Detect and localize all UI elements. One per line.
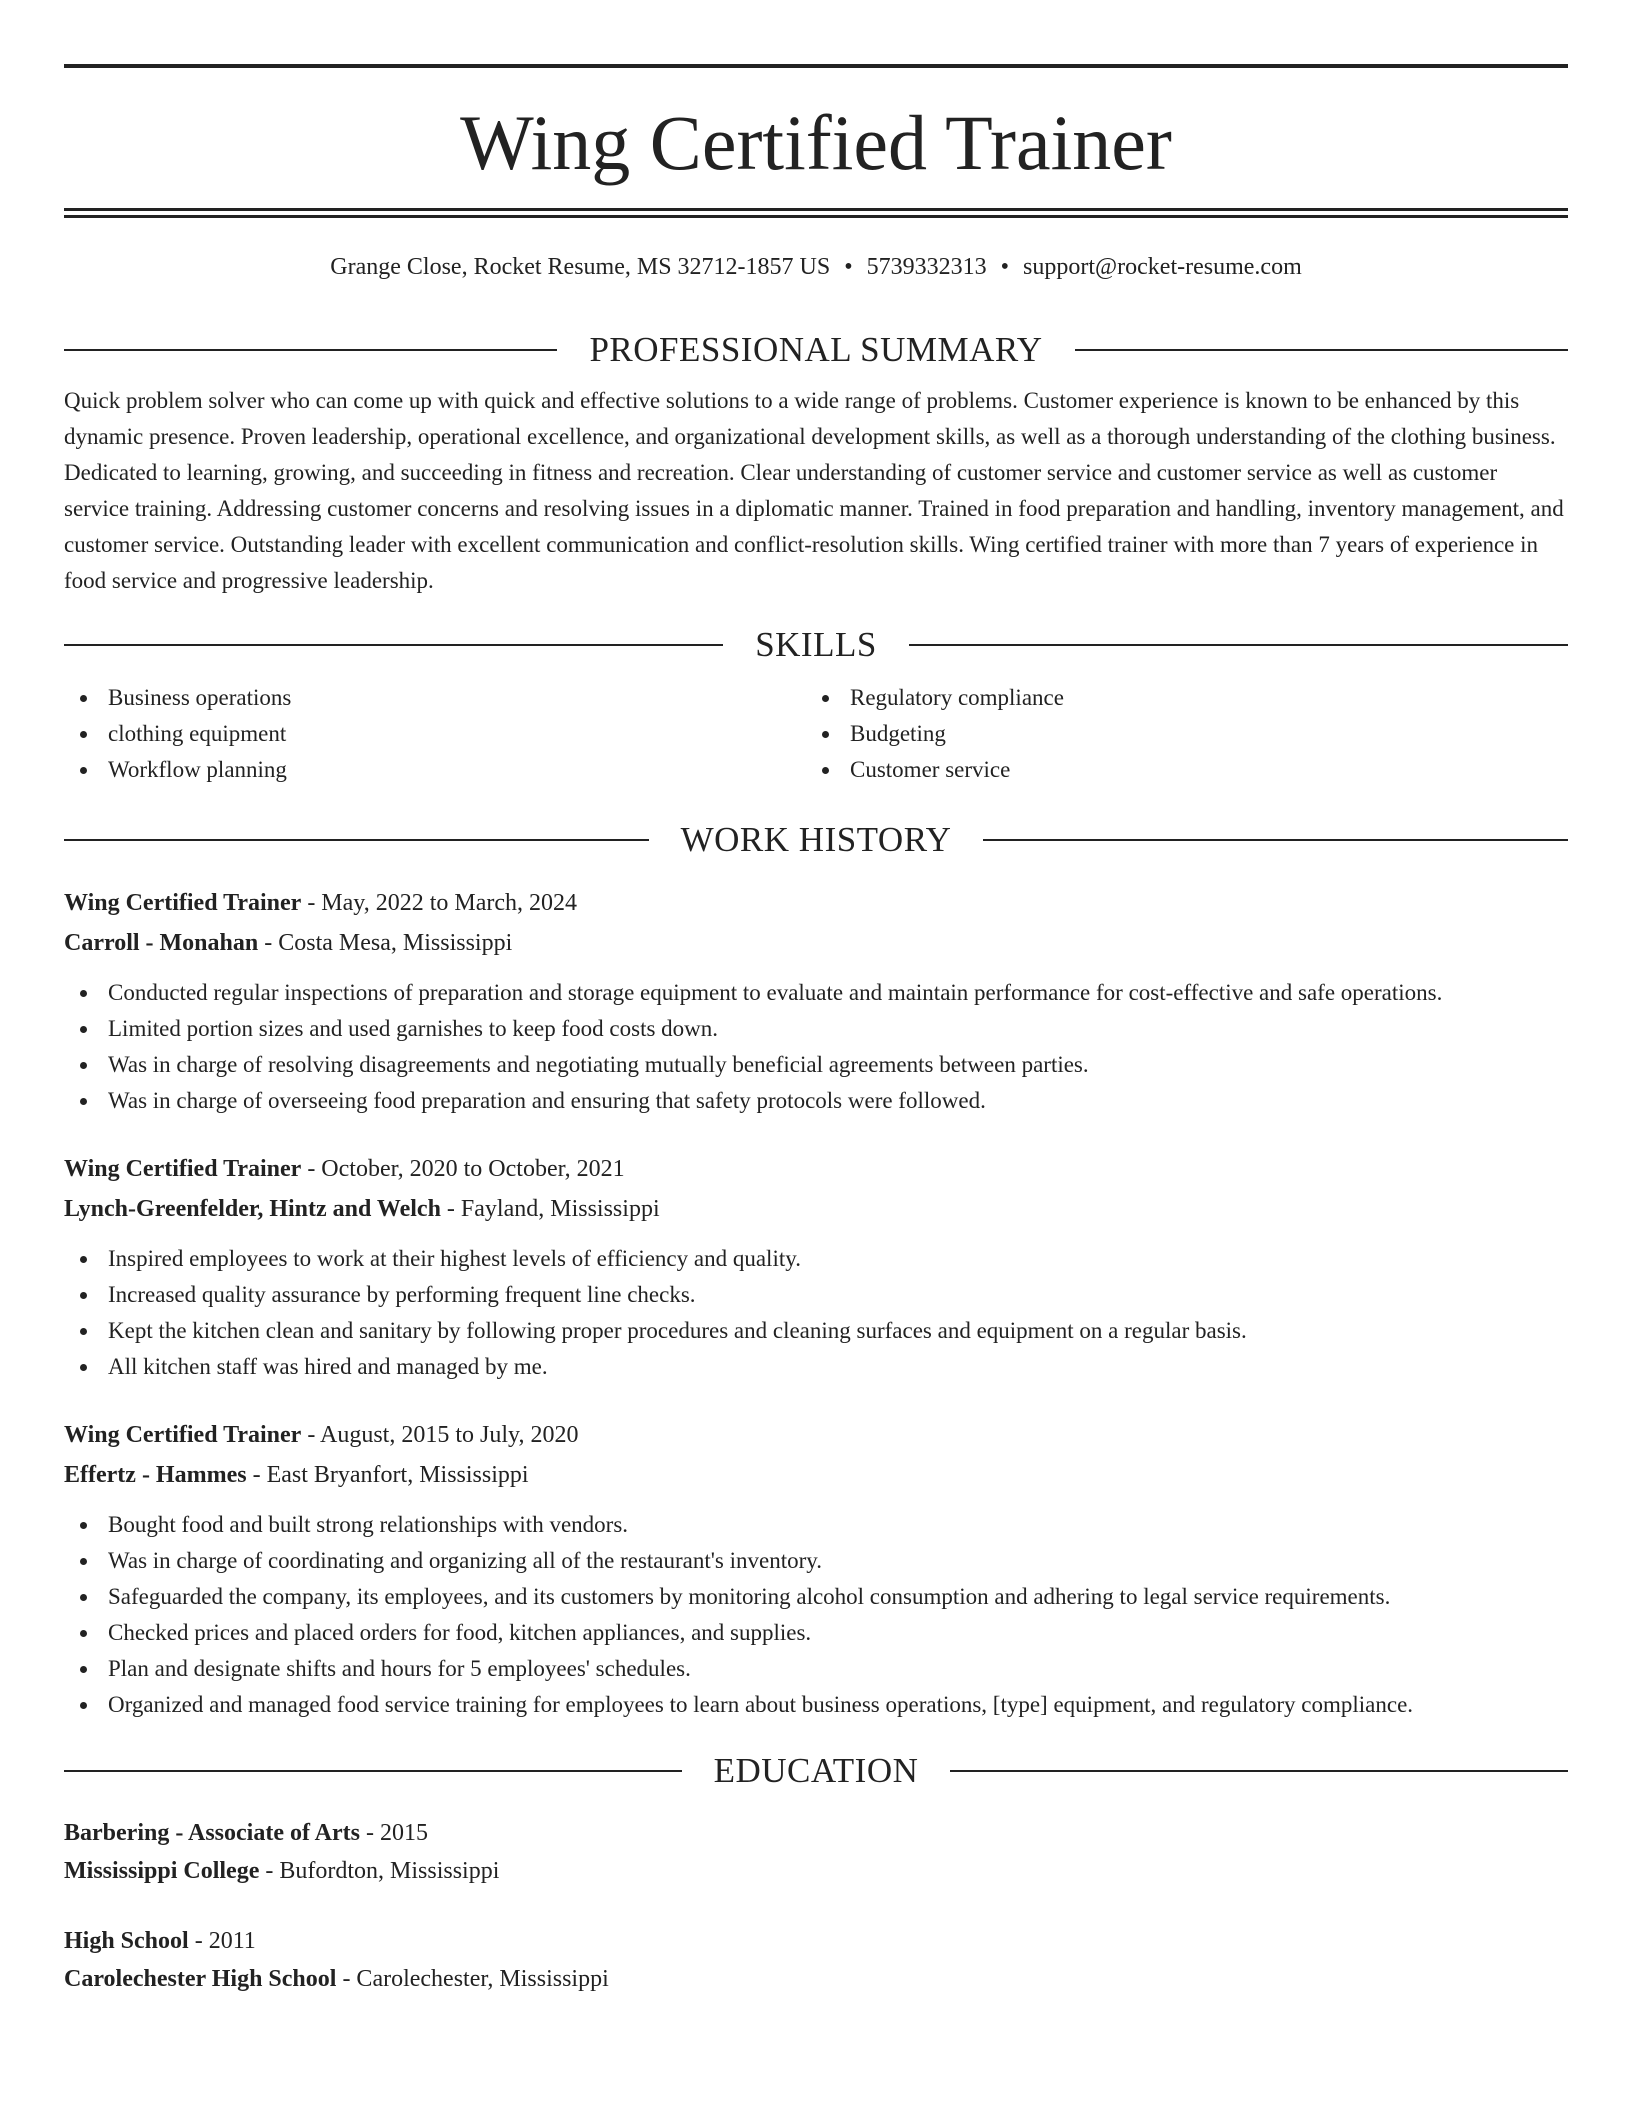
job-entry — [64, 1415, 1568, 1723]
skills-column-left — [64, 680, 806, 788]
summary-text: Quick problem solver who can come up with quick and effective solutions to a wide range of problems. Customer experience is known to be enhanced by this dynamic presence. Proven leadership, operational excellence, and organizational development skills, as well as a thorough understanding of the clothing business. Dedicated to learning, growing, and succeeding in fitness and recreation. Clear understanding of customer service and customer service as well as customer service training. Addressing customer concerns and resolving issues in a diplomatic manner. Trained in food preparation and handling, inventory management, and customer service. Outstanding leader with excellent communication and conflict-resolution skills. Wing certified trainer with more than 7 years of experience in food service and progressive leadership. — [64, 388, 1564, 593]
education-location: - Carolechester, Mississippi — [336, 1966, 609, 1992]
education-degree: High School — [64, 1928, 189, 1954]
contact-phone: 5739332313 — [866, 254, 987, 280]
contact-separator: • — [844, 254, 853, 280]
job-location: - Fayland, Mississippi — [440, 1196, 660, 1222]
job-company-line — [64, 1455, 1568, 1495]
job-bullet: Was in charge of coordinating and organizing all of the restaurant's inventory. — [64, 1543, 1568, 1579]
job-title-line — [64, 1149, 1568, 1189]
job-location: - East Bryanfort, Mississippi — [246, 1462, 529, 1488]
education-entry — [64, 1814, 1568, 1890]
job-bullet: Kept the kitchen clean and sanitary by following proper procedures and cleaning surfaces and equipment on a regular basis. — [64, 1313, 1568, 1349]
skills-section-header — [64, 627, 1568, 662]
education-year: - 2011 — [188, 1928, 256, 1954]
job-title-line — [64, 883, 1568, 923]
contact-address: Grange Close, Rocket Resume, MS 32712-1857 US — [330, 254, 831, 280]
skill-item: clothing equipment — [64, 716, 806, 752]
section-rule — [64, 644, 723, 646]
summary-section-header — [64, 332, 1568, 367]
job-bullet: Was in charge of overseeing food preparation and ensuring that safety protocols were followed. — [64, 1083, 1568, 1119]
education-degree: Barbering - Associate of Arts — [64, 1820, 360, 1846]
job-bullet: Increased quality assurance by performing frequent line checks. — [64, 1277, 1568, 1313]
contact-email: support@rocket-resume.com — [1023, 254, 1302, 280]
job-company-line — [64, 923, 1568, 963]
top-rule — [64, 64, 1568, 68]
summary-title: PROFESSIONAL SUMMARY — [589, 330, 1043, 369]
education-section-header — [64, 1753, 1568, 1788]
education-location: - Bufordton, Mississippi — [259, 1858, 500, 1884]
skill-item: Customer service — [806, 752, 1548, 788]
section-rule — [64, 349, 557, 351]
job-company-line — [64, 1189, 1568, 1229]
job-bullets — [64, 1241, 1568, 1385]
work-title: WORK HISTORY — [680, 820, 952, 859]
job-bullets — [64, 1507, 1568, 1723]
job-dates: - August, 2015 to July, 2020 — [301, 1422, 579, 1448]
skill-item: Workflow planning — [64, 752, 806, 788]
section-rule — [64, 1770, 682, 1772]
job-company: Lynch-Greenfelder, Hintz and Welch — [64, 1196, 441, 1222]
contact-line — [64, 254, 1568, 284]
education-school-line — [64, 1960, 1568, 1998]
job-bullet: Was in charge of resolving disagreements and negotiating mutually beneficial agreements between parties. — [64, 1047, 1568, 1083]
education-school: Mississippi College — [64, 1858, 260, 1884]
job-bullet: Conducted regular inspections of preparation and storage equipment to evaluate and maintain performance for cost-effective and safe operations. — [64, 975, 1568, 1011]
job-bullet: Inspired employees to work at their highest levels of efficiency and quality. — [64, 1241, 1568, 1277]
contact-separator: • — [1000, 254, 1010, 280]
job-company: Effertz - Hammes — [64, 1462, 247, 1488]
skills-column-right — [806, 680, 1548, 788]
section-rule — [1075, 349, 1568, 351]
skill-item: Business operations — [64, 680, 806, 716]
job-title: Wing Certified Trainer — [64, 890, 302, 916]
job-bullet: Limited portion sizes and used garnishes to keep food costs down. — [64, 1011, 1568, 1047]
job-bullet: All kitchen staff was hired and managed by me. — [64, 1349, 1568, 1385]
job-bullet: Bought food and built strong relationships with vendors. — [64, 1507, 1568, 1543]
section-rule — [950, 1770, 1568, 1772]
job-bullet: Checked prices and placed orders for food, kitchen appliances, and supplies. — [64, 1615, 1568, 1651]
resume-page — [64, 64, 1568, 1998]
job-title-line — [64, 1415, 1568, 1455]
education-entry — [64, 1922, 1568, 1998]
skills-grid — [64, 680, 1568, 788]
name-underline — [64, 208, 1568, 218]
section-rule — [909, 644, 1568, 646]
education-degree-line — [64, 1814, 1568, 1852]
job-location: - Costa Mesa, Mississippi — [258, 930, 513, 956]
job-entry — [64, 883, 1568, 1119]
education-degree-line — [64, 1922, 1568, 1960]
job-entry — [64, 1149, 1568, 1385]
education-school: Carolechester High School — [64, 1966, 337, 1992]
job-bullet: Safeguarded the company, its employees, and its customers by monitoring alcohol consumption and adhering to legal service requirements. — [64, 1579, 1568, 1615]
skills-title: SKILLS — [755, 625, 877, 664]
job-bullet: Plan and designate shifts and hours for 5 employees' schedules. — [64, 1651, 1568, 1687]
education-title: EDUCATION — [713, 1751, 919, 1790]
skill-item: Budgeting — [806, 716, 1548, 752]
resume-name: Wing Certified Trainer — [460, 99, 1172, 186]
job-company: Carroll - Monahan — [64, 930, 259, 956]
job-bullets — [64, 975, 1568, 1119]
job-dates: - May, 2022 to March, 2024 — [301, 890, 578, 916]
job-title: Wing Certified Trainer — [64, 1156, 302, 1182]
work-section-header — [64, 822, 1568, 857]
job-title: Wing Certified Trainer — [64, 1422, 302, 1448]
job-dates: - October, 2020 to October, 2021 — [301, 1156, 625, 1182]
education-year: - 2015 — [359, 1820, 428, 1846]
education-school-line — [64, 1852, 1568, 1890]
skill-item: Regulatory compliance — [806, 680, 1548, 716]
job-bullet: Organized and managed food service training for employees to learn about business operations, [type] equipment, and regulatory compliance. — [64, 1687, 1568, 1723]
section-rule — [64, 839, 649, 841]
section-rule — [983, 839, 1568, 841]
